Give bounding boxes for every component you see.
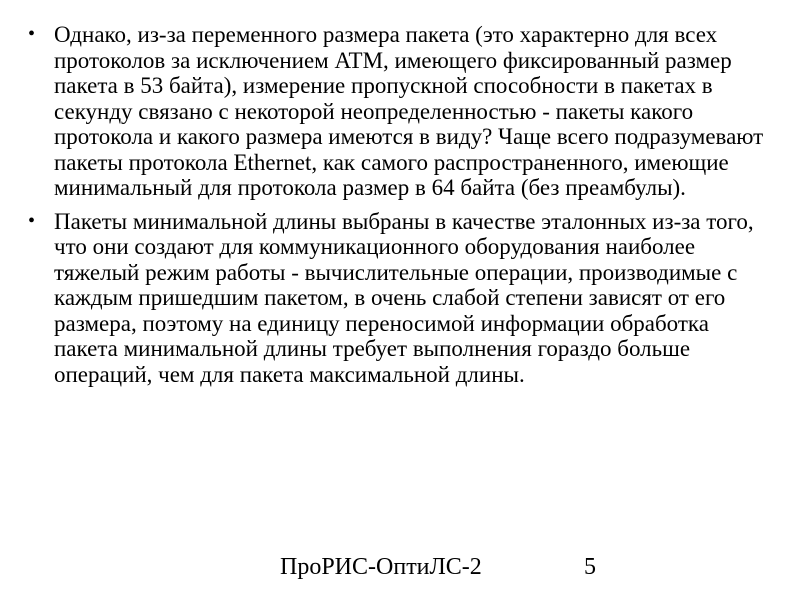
page-number: 5	[584, 554, 596, 580]
bullet-item-2	[26, 209, 776, 388]
footer-label: ПроРИС-ОптиЛС-2	[280, 554, 482, 580]
bullet-text: Пакеты минимальной длины выбраны в качестве эталонных из-за того, что они создают для коммуникационного оборудования наиболее тяжелый режим работы - вычислительные операции, производимые с каждым пришедшим пакетом, в очень слабой степени зависят от его размера, поэтому на единицу переносимой информации обработка пакета минимальной длины требует выполнения гораздо больше операций, чем для пакета максимальной длины.	[54, 208, 754, 387]
slide-content	[26, 22, 776, 395]
bullet-marker: •	[28, 23, 36, 45]
bullet-item-1	[26, 22, 776, 201]
bullet-marker: •	[28, 209, 36, 232]
bullet-text: Однако, из-за переменного размера пакета (это характерно для всех протоколов за исключением ATM, имеющего фиксированный размер пакета в 53 байта), измерение пропускной способности в пакетах в секунду связано с некоторой неопределенностью - пакеты какого протокола и какого размера имеются в виду? Чаще всего подразумевают пакеты протокола Ethernet, как самого распространенного, имеющие минимальный для протокола размер в 64 байта (без преамбулы).	[54, 22, 764, 200]
